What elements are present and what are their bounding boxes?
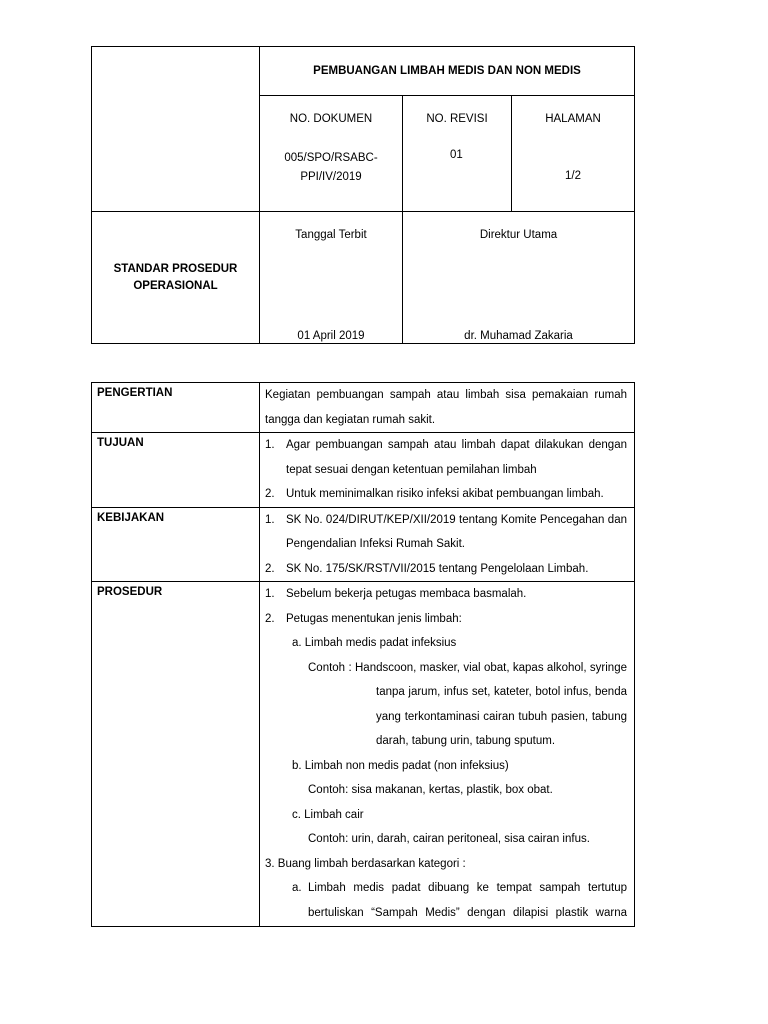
- example-line: yang terkontaminasi cairan tubuh pasien, tabung: [376, 710, 627, 723]
- director-cell: [403, 212, 635, 344]
- doc-number-line-1: 005/SPO/RSABC-: [284, 152, 378, 164]
- pengertian-line-1: Kegiatan pembuangan sampah atau limbah sisa pemakaian rumah: [265, 389, 627, 401]
- list-text-continued: Pengendalian Infeksi Rumah Sakit.: [286, 538, 465, 550]
- page-label: HALAMAN: [545, 113, 601, 125]
- issue-date: 01 April 2019: [297, 330, 365, 342]
- example-line: Contoh : Handscoon, masker, vial obat, kapas alkohol, syringe: [308, 661, 627, 674]
- sub-item-a: a. Limbah medis padat infeksius: [292, 637, 457, 649]
- list-number: 2.: [265, 562, 275, 575]
- doc-number-label: NO. DOKUMEN: [289, 113, 373, 125]
- list-text-continued: tepat sesuai dengan ketentuan pemilahan limbah: [286, 463, 537, 476]
- document-title: [260, 47, 635, 96]
- list-text: Untuk meminimalkan risiko infeksi akibat pembuangan limbah.: [286, 488, 604, 500]
- section-tujuan: [92, 433, 635, 508]
- sop-label-cell: [92, 212, 260, 344]
- list-item: [265, 557, 627, 582]
- kebijakan-label: KEBIJAKAN: [92, 507, 260, 582]
- doc-number-line-2: PPI/IV/2019: [300, 171, 362, 183]
- pengertian-content: [260, 383, 635, 433]
- page-value: 1/2: [565, 170, 581, 182]
- example-line: Contoh: sisa makanan, kertas, plastik, box obat.: [308, 784, 553, 796]
- tujuan-label: TUJUAN: [92, 433, 260, 508]
- procedure-table: [91, 382, 635, 927]
- list-number: 2.: [265, 488, 275, 500]
- prosedur-label: PROSEDUR: [92, 582, 260, 927]
- list-number: 2.: [265, 612, 275, 625]
- doc-number-value: [260, 149, 402, 187]
- revision-value: 01: [450, 149, 463, 161]
- sop-label-line-1: STANDAR PROSEDUR: [113, 262, 238, 275]
- list-text: SK No. 024/DIRUT/KEP/XII/2019 tentang Komite Pencegahan dan: [286, 513, 627, 526]
- revision-label: NO. REVISI: [426, 113, 488, 125]
- list-number: 1.: [265, 588, 275, 600]
- section-prosedur: [92, 582, 635, 927]
- sub-item-c: c. Limbah cair: [292, 808, 364, 821]
- list-text: Sebelum bekerja petugas membaca basmalah.: [286, 588, 527, 600]
- list-text: Limbah medis padat dibuang ke tempat sampah tertutup: [308, 882, 627, 894]
- director-name: dr. Muhamad Zakaria: [464, 330, 573, 342]
- pengertian-label: PENGERTIAN: [92, 383, 260, 433]
- list-text: SK No. 175/SK/RST/VII/2015 tentang Pengelolaan Limbah.: [286, 562, 589, 575]
- list-number: 1.: [265, 513, 275, 526]
- list-number: 1.: [265, 439, 275, 451]
- revision-cell: [403, 96, 512, 212]
- issue-date-cell: [260, 212, 403, 344]
- list-item: [265, 482, 627, 507]
- list-text-continued: bertuliskan “Sampah Medis” dengan dilapisi plastik warna: [308, 906, 627, 919]
- list-text: Agar pembuangan sampah atau limbah dapat dilakukan dengan: [286, 439, 627, 451]
- issue-label: Tanggal Terbit: [295, 229, 367, 241]
- kebijakan-content: [260, 507, 635, 582]
- document-header-table: [91, 46, 635, 344]
- sub-item-disposal-a: [265, 876, 627, 901]
- section-pengertian: [92, 383, 635, 433]
- doc-number-cell: [260, 96, 403, 212]
- sub-item-b: b. Limbah non medis padat (non infeksius): [292, 759, 509, 772]
- list-item: [265, 433, 627, 458]
- title-text: PEMBUANGAN LIMBAH MEDIS DAN NON MEDIS: [313, 65, 581, 77]
- logo-cell: [92, 47, 260, 212]
- list-item: [265, 582, 627, 607]
- pengertian-line-2: tangga dan kegiatan rumah sakit.: [265, 413, 436, 426]
- section-kebijakan: [92, 507, 635, 582]
- example-line: darah, tabung urin, tabung sputum.: [376, 735, 556, 747]
- director-label: Direktur Utama: [479, 229, 558, 241]
- example-line: Contoh: urin, darah, cairan peritoneal, sisa cairan infus.: [308, 833, 590, 845]
- list-text: Petugas menentukan jenis limbah:: [286, 612, 462, 625]
- list-letter: a.: [292, 882, 302, 894]
- prosedur-content: [260, 582, 635, 927]
- list-item: [265, 508, 627, 533]
- sop-label-line-2: OPERASIONAL: [133, 279, 218, 292]
- list-item: [265, 607, 627, 632]
- tujuan-content: [260, 433, 635, 508]
- page-cell: [512, 96, 635, 212]
- example-line: tanpa jarum, infus set, kateter, botol infus, benda: [376, 686, 627, 698]
- list-item: 3. Buang limbah berdasarkan kategori :: [265, 857, 466, 870]
